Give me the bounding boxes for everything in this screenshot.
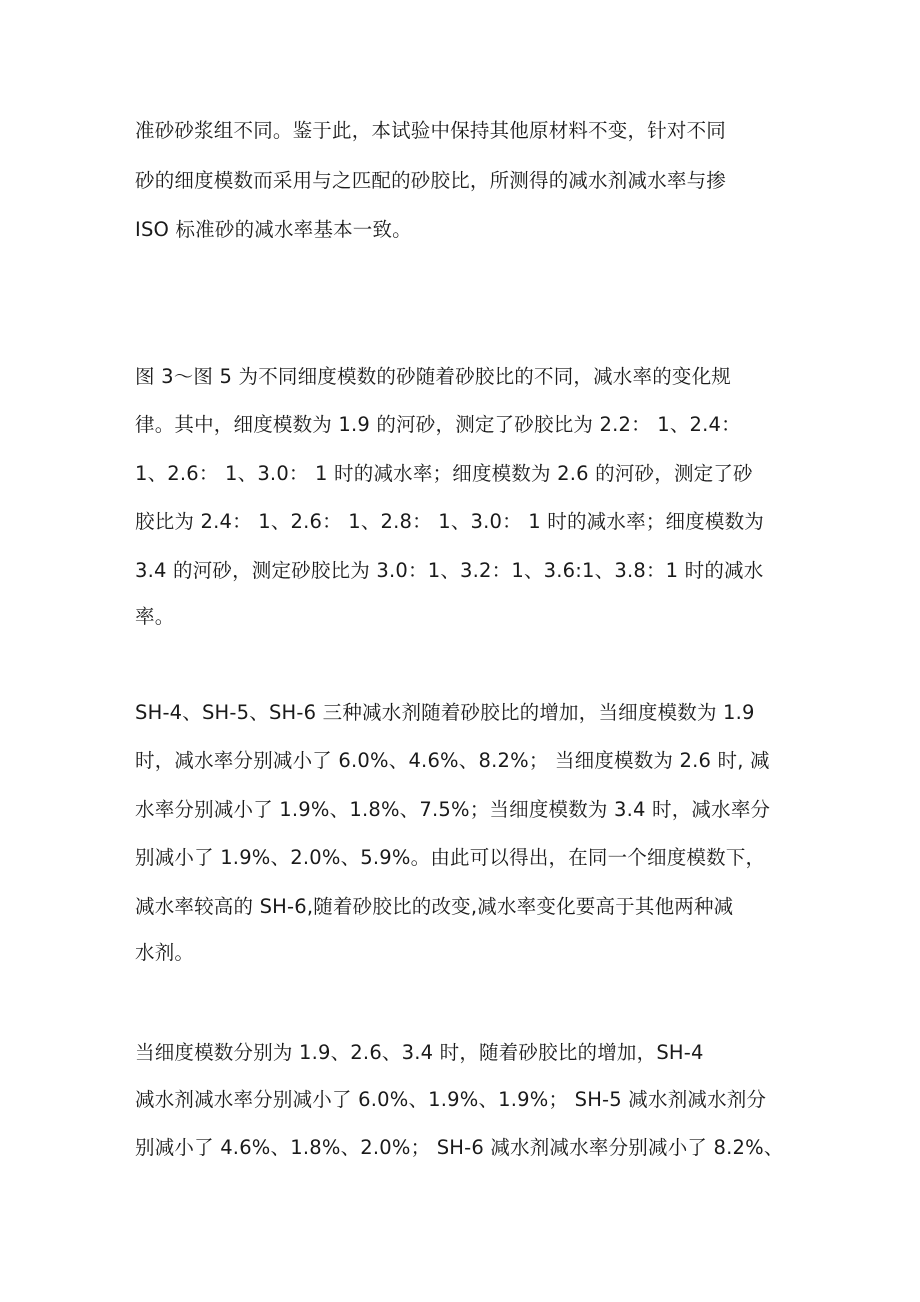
text-line: 砂的细度模数而采用与之匹配的砂胶比，所测得的减水剂减水率与掺 [135,169,727,192]
text-line: SH-4、SH-5、SH-6 三种减水剂随着砂胶比的增加，当细度模数为 1.9 [135,701,755,724]
text-line: 率。 [135,605,175,628]
text-line: 胶比为 2.4： 1、2.6： 1、2.8： 1、3.0： 1 时的减水率；细度模数为 [135,510,764,533]
text-line: 别减小了 4.6%、1.8%、2.0%； SH-6 减水剂减水率分别减小了 8.2%、 [135,1136,784,1159]
text-line: 水率分别减小了 1.9%、1.8%、7.5%；当细度模数为 3.4 时，减水率分 [135,798,771,821]
text-line: 1、2.6： 1、3.0： 1 时的减水率；细度模数为 2.6 的河砂，测定了砂 [135,462,753,485]
text-line: 时，减水率分别减小了 6.0%、4.6%、8.2%； 当细度模数为 2.6 时, 减 [135,749,770,772]
text-line: 律。其中，细度模数为 1.9 的河砂，测定了砂胶比为 2.2： 1、2.4： [135,413,741,436]
text-line: 减水剂减水率分别减小了 6.0%、1.9%、1.9%； SH-5 减水剂减水剂分 [135,1088,767,1111]
text-line: 别减小了 1.9%、2.0%、5.9%。由此可以得出，在同一个细度模数下， [135,846,766,869]
text-line: 准砂砂浆组不同。鉴于此，本试验中保持其他原材料不变，针对不同 [135,119,727,142]
text-line: 水剂。 [135,941,195,964]
text-line: 3.4 的河砂，测定砂胶比为 3.0：1、3.2：1、3.6:1、3.8：1 时的减水 [135,559,764,582]
text-line: 当细度模数分别为 1.9、2.6、3.4 时，随着砂胶比的增加，SH-4 [135,1041,704,1064]
text-line: ISO 标准砂的减水率基本一致。 [135,218,412,241]
text-line: 图 3～图 5 为不同细度模数的砂随着砂胶比的不同，减水率的变化规 [135,365,732,388]
text-line: 减水率较高的 SH-6,随着砂胶比的改变,减水率变化要高于其他两种减 [135,895,734,918]
